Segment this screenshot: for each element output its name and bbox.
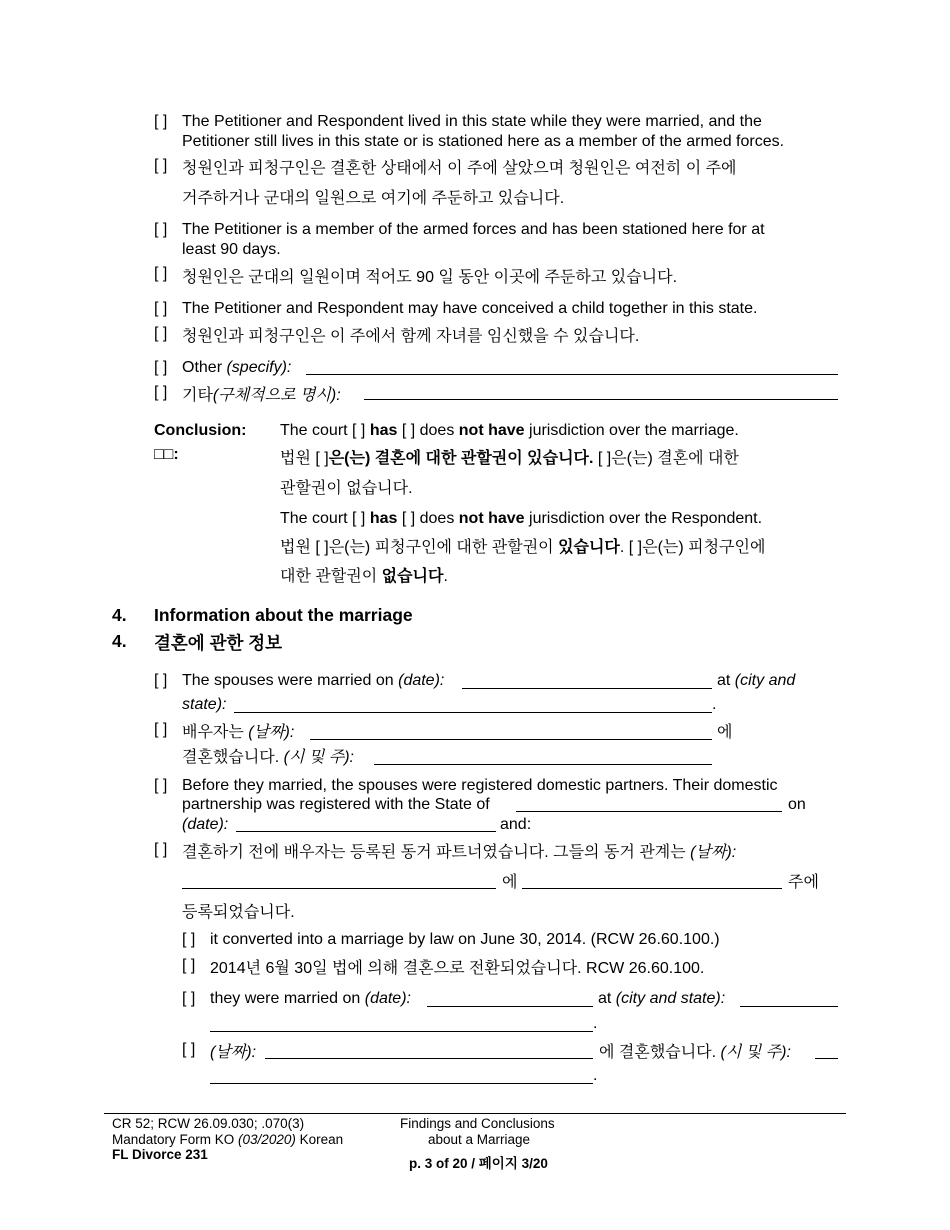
later-married-date-field-ko[interactable] (265, 1058, 593, 1059)
domestic-text-ko-1: 결혼하기 전에 배우자는 등록된 동거 파트너였습니다. 그들의 동거 관계는 (날짜): (182, 844, 737, 861)
domestic-state-field-ko[interactable] (522, 888, 782, 889)
converted-text-en: it converted into a marriage by law on June 30, 2014. (RCW 26.60.100.) (210, 931, 720, 948)
converted-text-ko: 2014년 6월 30일 법에 의해 결혼으로 전환되었습니다. RCW 26.60.100. (210, 960, 705, 977)
other-checkbox[interactable]: [ ] (154, 359, 168, 376)
married-period: . (712, 696, 717, 713)
converted-checkbox-ko[interactable]: [ ] (182, 957, 196, 974)
conceived-text-en: The Petitioner and Respondent may have conceived a child together in this state. (182, 300, 758, 317)
domestic-text-ko-3: 등록되었습니다. (182, 904, 295, 921)
residence-text-ko-2: 거주하거나 군대의 일원으로 여기에 주둔하고 있습니다. (182, 190, 565, 207)
armed-forces-checkbox-ko[interactable]: [ ] (154, 265, 168, 282)
residence-text-ko-1: 청원인과 피청구인은 결혼한 상태에서 이 주에 살았으며 청원인은 여전히 이 주에 (182, 160, 737, 177)
conclusion-marriage-ko: 법원 [ ]은(는) 결혼에 대한 관할권이 있습니다. [ ]은(는) 결혼에 대한 (280, 450, 739, 467)
residence-checkbox-ko[interactable]: [ ] (154, 157, 168, 174)
married-e-ko: 에 (717, 724, 733, 741)
conclusion-respondent-ko: 법원 [ ]은(는) 피청구인에 대한 관할권이 있습니다. [ ]은(는) 피청구인에 (280, 539, 766, 556)
footer-doc-title-2: about a Marriage (428, 1132, 531, 1147)
residence-text-en-1: The Petitioner and Respondent lived in this state while they were married, and the (182, 113, 762, 130)
section-4-number-ko: 4. (112, 631, 127, 651)
footer-divider (104, 1113, 846, 1114)
conclusion-respondent-ko-2: 대한 관할권이 없습니다. (280, 568, 448, 585)
other-specify-field-ko[interactable] (364, 399, 838, 400)
domestic-and: and: (500, 816, 532, 833)
conclusion-marriage-en: The court [ ] has [ ] does not have jurisdiction over the marriage. (280, 422, 739, 439)
married-city-state-field[interactable] (234, 712, 712, 713)
footer-form-id: FL Divorce 231 (112, 1147, 208, 1162)
converted-checkbox[interactable]: [ ] (182, 931, 196, 948)
section-4-title-ko: 결혼에 관한 정보 (154, 633, 283, 653)
domestic-text-en-1: Before they married, the spouses were registered domestic partners. Their domestic (182, 777, 778, 794)
married-city-field-ko[interactable] (374, 764, 712, 765)
armed-forces-text-ko: 청원인은 군대의 일원이며 적어도 90 일 동안 이곳에 주둔하고 있습니다. (182, 269, 678, 286)
married-text-ko-2: 결혼했습니다. (시 및 주): (182, 749, 355, 766)
later-married-date-label-ko: (날짜): (210, 1044, 257, 1061)
conclusion-label-ko: □□: (154, 446, 179, 463)
married-checkbox[interactable]: [ ] (154, 672, 168, 689)
conclusion-marriage-ko-2: 관할권이 없습니다. (280, 480, 413, 497)
domestic-date-field[interactable] (236, 831, 496, 832)
later-married-text-en: they were married on (date): (210, 990, 411, 1007)
other-label-ko: 기타(구체적으로 명시): (182, 387, 341, 404)
married-checkbox-ko[interactable]: [ ] (154, 721, 168, 738)
conclusion-label: Conclusion: (154, 422, 247, 439)
conceived-checkbox[interactable]: [ ] (154, 300, 168, 317)
married-text-ko: 배우자는 (날짜): (182, 724, 295, 741)
later-married-city-field-2[interactable] (210, 1031, 593, 1032)
armed-forces-text-en-1: The Petitioner is a member of the armed forces and has been stationed here for at (182, 221, 765, 238)
domestic-state-field[interactable] (516, 811, 782, 812)
footer-form-ko: Mandatory Form KO (03/2020) Korean (112, 1132, 344, 1147)
residence-checkbox[interactable]: [ ] (154, 113, 168, 130)
later-married-checkbox-ko[interactable]: [ ] (182, 1041, 196, 1058)
domestic-checkbox[interactable]: [ ] (154, 777, 168, 794)
domestic-date-field-ko[interactable] (182, 888, 496, 889)
armed-forces-checkbox[interactable]: [ ] (154, 221, 168, 238)
later-married-city-field-ko-2[interactable] (210, 1083, 593, 1084)
married-date-field-ko[interactable] (310, 739, 712, 740)
later-married-city-field[interactable] (740, 1006, 838, 1007)
section-4-title: Information about the marriage (154, 605, 413, 625)
conclusion-respondent-en: The court [ ] has [ ] does not have jurisdiction over the Respondent. (280, 510, 763, 527)
other-checkbox-ko[interactable]: [ ] (154, 384, 168, 401)
married-state-label: state): (182, 696, 227, 713)
later-married-date-field[interactable] (427, 1006, 593, 1007)
later-married-city-field-ko[interactable] (815, 1058, 838, 1059)
later-married-period: . (593, 1015, 598, 1032)
married-date-field[interactable] (462, 688, 712, 689)
domestic-text-en-2: partnership was registered with the State of (182, 796, 490, 813)
later-married-period-ko: . (593, 1067, 598, 1084)
footer-rcw: CR 52; RCW 26.09.030; .070(3) (112, 1116, 305, 1131)
married-at-city: at (city and (717, 672, 796, 689)
footer-page-number: p. 3 of 20 / 페이지 3/20 (409, 1156, 548, 1171)
other-label: Other (specify): (182, 359, 292, 376)
later-married-checkbox[interactable]: [ ] (182, 990, 196, 1007)
domestic-e-ko: 에 (502, 874, 518, 891)
residence-text-en-2: Petitioner still lives in this state or is stationed here as a member of the armed forces. (182, 133, 785, 150)
section-4-number: 4. (112, 605, 127, 625)
later-married-at-city: at (city and state): (598, 990, 726, 1007)
armed-forces-text-en-2: least 90 days. (182, 241, 281, 258)
conceived-checkbox-ko[interactable]: [ ] (154, 325, 168, 342)
footer-doc-title-1: Findings and Conclusions (400, 1116, 555, 1131)
other-specify-field[interactable] (306, 374, 838, 375)
conceived-text-ko: 청원인과 피청구인은 이 주에서 함께 자녀를 임신했을 수 있습니다. (182, 328, 640, 345)
domestic-checkbox-ko[interactable]: [ ] (154, 841, 168, 858)
domestic-date-label: (date): (182, 816, 229, 833)
married-text-en: The spouses were married on (date): (182, 672, 445, 689)
later-married-text-ko: 에 결혼했습니다. (시 및 주): (599, 1044, 791, 1061)
domestic-on: on (788, 796, 806, 813)
domestic-state-ko: 주에 (788, 874, 819, 891)
